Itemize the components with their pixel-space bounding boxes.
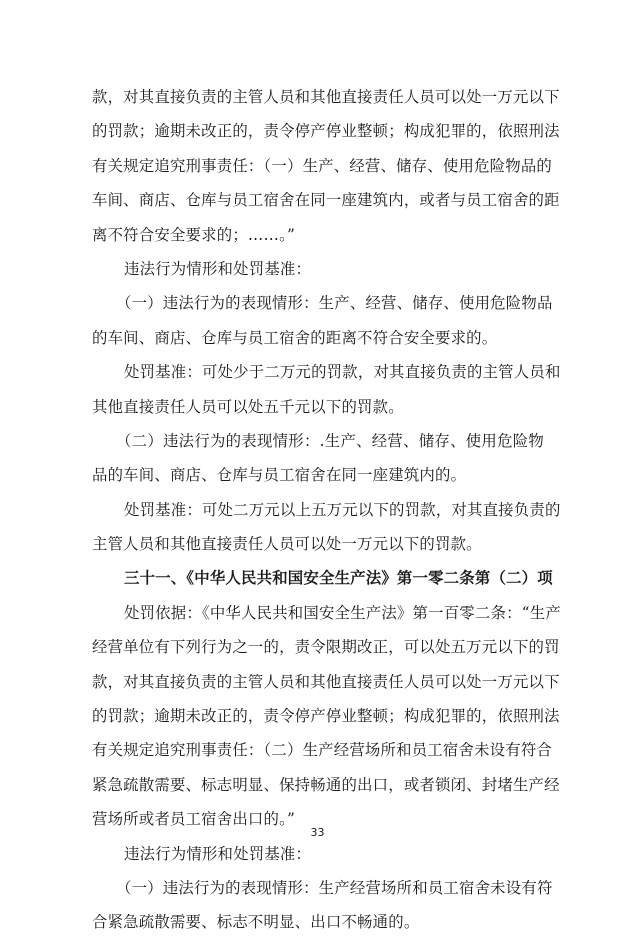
text-line: 主管人员和其他直接责任人员可以处一万元以下的罚款。 (92, 535, 482, 554)
section-subheading: 违法行为情形和处罚基准： (124, 259, 312, 278)
text-line: 处罚依据：《中华人民共和国安全生产法》第一百零二条：“生产 (124, 603, 561, 622)
text-line: 品的车间、商店、仓库与员工宿舍在同一座建筑内的。 (92, 466, 467, 485)
text-line: 离不符合安全要求的；……。” (92, 225, 296, 244)
page-number: 33 (310, 826, 325, 839)
text-line: 款，对其直接负责的主管人员和其他直接责任人员可以处一万元以下 (92, 88, 560, 106)
body-text (92, 80, 561, 940)
text-line: 紧急疏散需要、标志明显、保持畅通的出口，或者锁闭、封堵生产经 (92, 775, 560, 794)
text-line: 其他直接责任人员可以处五千元以下的罚款。 (92, 397, 404, 416)
section-subheading: 违法行为情形和处罚基准： (124, 844, 312, 863)
text-line: 合紧急疏散需要、标志不明显、出口不畅通的。 (92, 913, 420, 932)
text-line: 营场所或者员工宿舍出口的。” (92, 810, 296, 829)
text-line: 的罚款；逾期未改正的，责令停产停业整顿；构成犯罪的，依照刑法 (92, 707, 560, 726)
text-line: 的车间、商店、仓库与员工宿舍的距离不符合安全要求的。 (92, 328, 498, 347)
text-line: （一）违法行为的表现情形：生产、经营、储存、使用危险物品 (116, 294, 553, 313)
text-line: 经营单位有下列行为之一的，责令限期改正，可以处五万元以下的罚 (92, 638, 560, 657)
text-line: 款，对其直接负责的主管人员和其他直接责任人员可以处一万元以下 (92, 672, 560, 691)
text-line: 有关规定追究刑事责任：（一）生产、经营、储存、使用危险物品的 (92, 156, 553, 175)
article-heading: 三十一、《中华人民共和国安全生产法》第一零二条第（二）项 (124, 569, 553, 588)
text-line: 车间、商店、仓库与员工宿舍在同一座建筑内，或者与员工宿舍的距 (92, 191, 560, 210)
text-line: 处罚基准：可处少于二万元的罚款，对其直接负责的主管人员和 (124, 363, 561, 382)
text-line: 有关规定追究刑事责任：（二）生产经营场所和员工宿舍未设有符合 (92, 741, 553, 760)
text-line: 的罚款；逾期未改正的，责令停产停业整顿；构成犯罪的，依照刑法 (92, 122, 560, 141)
text-line: 处罚基准：可处二万元以上五万元以下的罚款，对其直接负责的 (124, 500, 561, 519)
text-line: （二）违法行为的表现情形：.生产、经营、储存、使用危险物 (116, 431, 544, 450)
text-line: （一）违法行为的表现情形：生产经营场所和员工宿舍未设有符 (116, 878, 553, 897)
